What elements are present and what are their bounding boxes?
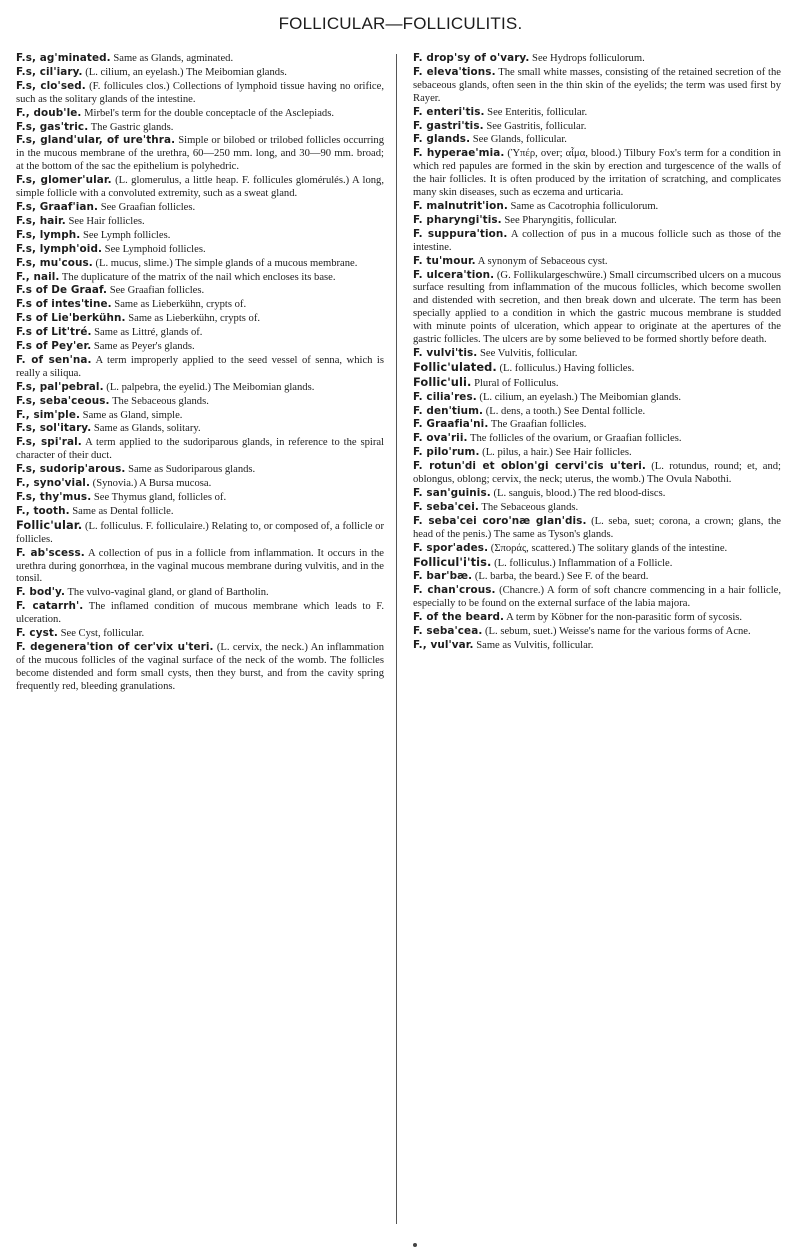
entry-definition: (L. cervix, the neck.) An inflammation of the mucous follicles of the vaginal surface of the neck of the womb. The follicles become distended and form small cysts, then they burst, and from the cavity spring frequently red, bleeding granulations. bbox=[16, 641, 384, 692]
dictionary-entry bbox=[413, 120, 781, 134]
entry-headword: F.s, mu'cous. bbox=[16, 256, 93, 269]
dictionary-entry bbox=[16, 66, 384, 80]
entry-headword: F. bod'y. bbox=[16, 586, 65, 599]
entry-headword: F. enteri'tis. bbox=[413, 105, 485, 118]
entry-headword: F.s, lymph. bbox=[16, 228, 81, 241]
dictionary-entry bbox=[413, 66, 781, 106]
entry-definition: (F. follicules clos.) Collections of lymphoid tissue having no orifice, such as the solitary glands of the intestine. bbox=[16, 80, 384, 105]
entry-headword: F., nail. bbox=[16, 270, 60, 283]
entry-definition: (L. palpebra, the eyelid.) The Meibomian glands. bbox=[103, 381, 315, 393]
entry-definition: (G. Follikulargeschwüre.) Small circumscribed ulcers on a mucous surface resulting from inflammation of the mucous follicles, which become swollen and distended with secretion, and then break down and ulcerate. The term has been specially applied to a condition in which the gastric mucous membrane is studded with minute points of ulceration, which appear to originate at the apertures of the gastric follicles. The ulcers are by some believed to be formed shortly before death. bbox=[413, 269, 781, 346]
entry-headword: F., syno'vial. bbox=[16, 477, 91, 490]
running-head: FOLLICULAR—FOLLICULITIS. bbox=[278, 14, 523, 33]
entry-headword: F. den'tium. bbox=[413, 404, 484, 417]
entry-definition: Same as Sudoriparous glands. bbox=[125, 464, 256, 476]
entry-definition: (L. sanguis, blood.) The red blood-discs. bbox=[490, 488, 666, 499]
entry-definition: Same as Glands, agminated. bbox=[110, 53, 234, 64]
dictionary-entry bbox=[413, 418, 781, 432]
right-column bbox=[413, 52, 781, 653]
entry-headword: F.s, sudorip'arous. bbox=[16, 463, 126, 476]
dictionary-entry bbox=[413, 501, 781, 515]
dictionary-entry bbox=[413, 376, 781, 391]
dictionary-entry bbox=[16, 257, 384, 271]
entry-headword: F., vul'var. bbox=[413, 638, 474, 651]
entry-headword: F. of sen'na. bbox=[16, 353, 92, 366]
dictionary-entry bbox=[413, 570, 781, 584]
entry-definition: See Glands, follicular. bbox=[470, 134, 567, 146]
dictionary-entry bbox=[16, 174, 384, 201]
dictionary-entry bbox=[16, 436, 384, 463]
column-divider bbox=[396, 54, 397, 1224]
entry-definition: Same as Littré, glands of. bbox=[91, 327, 203, 339]
entry-definition: See Lymphoid follicles. bbox=[102, 243, 206, 255]
dictionary-entry bbox=[16, 52, 384, 66]
entry-definition: A term improperly applied to the seed vessel of senna, which is really a siliqua. bbox=[16, 354, 384, 379]
entry-definition: See Graafian follicles. bbox=[98, 201, 196, 213]
entry-headword: F. degenera'tion of cer'vix u'teri. bbox=[16, 640, 214, 653]
entry-definition: See Hydrops folliculorum. bbox=[529, 53, 645, 64]
entry-headword: F. spor'ades. bbox=[413, 541, 489, 554]
dictionary-entry bbox=[413, 432, 781, 446]
entry-headword: F. glands. bbox=[413, 133, 471, 146]
dictionary-entry bbox=[16, 477, 384, 491]
entry-definition: See Enteritis, follicular. bbox=[484, 106, 588, 118]
dictionary-entry bbox=[16, 229, 384, 243]
entry-definition: The Sebaceous glands. bbox=[109, 395, 209, 407]
dictionary-entry bbox=[16, 201, 384, 215]
dictionary-entry bbox=[413, 611, 781, 625]
entry-headword: F.s, Graaf'ian. bbox=[16, 200, 99, 213]
dictionary-entry bbox=[413, 639, 781, 653]
entry-definition: The Graafian follicles. bbox=[488, 419, 587, 431]
entry-definition: See Hair follicles. bbox=[65, 215, 145, 227]
entry-headword: F. suppura'tion. bbox=[413, 227, 508, 240]
entry-definition: The duplicature of the matrix of the nail which encloses its base. bbox=[59, 271, 336, 283]
dictionary-entry bbox=[16, 243, 384, 257]
entry-headword: F. tu'mour. bbox=[413, 254, 476, 267]
dictionary-entry bbox=[16, 463, 384, 477]
entry-definition: (Chancre.) A form of soft chancre commencing in a hair follicle, especially to be found on the external surface of the labia majora. bbox=[413, 585, 781, 610]
entry-headword: F.s, hair. bbox=[16, 214, 66, 227]
entry-headword: F., sim'ple. bbox=[16, 408, 81, 421]
left-column bbox=[16, 52, 384, 694]
entry-definition: Same as Vulvitis, follicular. bbox=[473, 639, 594, 651]
entry-headword: F.s, ag'minated. bbox=[16, 52, 111, 64]
entry-headword: F.s, sol'itary. bbox=[16, 422, 92, 435]
dictionary-entry bbox=[413, 147, 781, 200]
dictionary-entry bbox=[413, 228, 781, 255]
entry-definition: A synonym of Sebaceous cyst. bbox=[475, 255, 608, 267]
entry-headword: F. seba'cei. bbox=[413, 500, 479, 513]
entry-definition: Same as Lieberkühn, crypts of. bbox=[111, 299, 247, 311]
dictionary-entry bbox=[413, 255, 781, 269]
dictionary-entry bbox=[16, 80, 384, 107]
entry-definition: The inflamed condition of mucous membrane which leads to F. ulceration. bbox=[16, 601, 384, 626]
entry-definition: (L. folliculus.) Inflammation of a Follicle. bbox=[491, 557, 673, 569]
dictionary-entry bbox=[413, 556, 781, 571]
dictionary-entry bbox=[16, 354, 384, 381]
dictionary-entry bbox=[16, 422, 384, 436]
entry-headword: F. Graafia'ni. bbox=[413, 418, 489, 431]
entry-headword: Follic'ulated. bbox=[413, 359, 497, 374]
entry-headword: F.s, gland'ular, of ure'thra. bbox=[16, 134, 176, 147]
dictionary-entry bbox=[413, 200, 781, 214]
dictionary-entry bbox=[413, 214, 781, 228]
dictionary-entry bbox=[16, 271, 384, 285]
dictionary-entry bbox=[16, 505, 384, 519]
dictionary-entry bbox=[16, 491, 384, 505]
entry-headword: F. ab'scess. bbox=[16, 546, 85, 559]
dictionary-entry bbox=[413, 460, 781, 487]
entry-definition: See Cyst, follicular. bbox=[57, 628, 145, 640]
dictionary-entry bbox=[16, 627, 384, 641]
entry-headword: F.s, lymph'oid. bbox=[16, 242, 103, 255]
dictionary-entry bbox=[16, 547, 384, 587]
entry-definition: (Σποράς, scattered.) The solitary glands of the intestine. bbox=[488, 542, 728, 554]
dictionary-entry bbox=[413, 106, 781, 120]
dictionary-entry bbox=[16, 586, 384, 600]
entry-definition: (L. barba, the beard.) See F. of the beard. bbox=[472, 571, 649, 583]
entry-headword: F.s, seba'ceous. bbox=[16, 394, 110, 407]
entry-definition: (L. folliculus. F. folliculaire.) Relating to, or composed of, a follicle or follicles. bbox=[16, 520, 384, 545]
dictionary-entry bbox=[413, 405, 781, 419]
dictionary-entry bbox=[16, 395, 384, 409]
page-mark bbox=[413, 1243, 417, 1247]
entry-headword: F. malnutrit'ion. bbox=[413, 199, 508, 212]
entry-headword: F.s, clo'sed. bbox=[16, 79, 86, 92]
entry-definition: See Gastritis, follicular. bbox=[483, 120, 587, 132]
dictionary-entry bbox=[16, 121, 384, 135]
entry-headword: F.s of Lie'berkühn. bbox=[16, 312, 126, 325]
entry-headword: F. seba'cei coro'næ glan'dis. bbox=[413, 514, 587, 527]
entry-definition: Same as Cacotrophia folliculorum. bbox=[507, 200, 659, 212]
entry-headword: F., tooth. bbox=[16, 504, 70, 517]
entry-headword: F. drop'sy of o'vary. bbox=[413, 52, 530, 64]
dictionary-entry bbox=[413, 347, 781, 361]
entry-definition: (L. cilium, an eyelash.) The Meibomian glands. bbox=[476, 391, 682, 403]
entry-definition: (L. pilus, a hair.) See Hair follicles. bbox=[479, 447, 632, 459]
entry-definition: The vulvo-vaginal gland, or gland of Bartholin. bbox=[65, 587, 269, 599]
entry-headword: Follicul'i'tis. bbox=[413, 554, 492, 569]
dictionary-entry bbox=[413, 391, 781, 405]
dictionary-entry bbox=[413, 625, 781, 639]
entry-headword: F. pharyngi'tis. bbox=[413, 213, 502, 226]
entry-headword: F. cyst. bbox=[16, 627, 58, 640]
entry-headword: Follic'uli. bbox=[413, 374, 472, 389]
entry-definition: Simple or bilobed or trilobed follicles occurring in the mucous membrane of the urethra, 60—250 mm. long, and 30—90 mm. broad; at the bottom of the sac the epithelium is polyhedric. bbox=[16, 135, 384, 173]
entry-definition: Same as Peyer's glands. bbox=[91, 341, 195, 353]
dictionary-entry bbox=[16, 298, 384, 312]
dictionary-entry bbox=[16, 381, 384, 395]
dictionary-entry bbox=[16, 134, 384, 174]
entry-definition: Same as Glands, solitary. bbox=[91, 423, 201, 435]
entry-definition: (L. rotundus, round; et, and; oblongus, oblong; cervix, the neck; uterus, the womb.) The Ovula Nabothi. bbox=[413, 461, 781, 486]
entry-headword: F. bar'bæ. bbox=[413, 570, 473, 583]
entry-definition: A term by Köbner for the non-parasitic form of sycosis. bbox=[504, 612, 743, 624]
dictionary-entry bbox=[413, 542, 781, 556]
entry-definition: Same as Gland, simple. bbox=[80, 409, 183, 421]
entry-headword: F.s, gas'tric. bbox=[16, 120, 89, 133]
dictionary-entry bbox=[413, 446, 781, 460]
entry-headword: F. cilia'res. bbox=[413, 390, 477, 403]
entry-headword: F.s of Pey'er. bbox=[16, 340, 92, 353]
entry-headword: F. san'guinis. bbox=[413, 487, 491, 499]
entry-definition: The follicles of the ovarium, or Graafian follicles. bbox=[467, 433, 682, 445]
dictionary-entry bbox=[413, 361, 781, 376]
entry-headword: F.s, cil'iary. bbox=[16, 65, 83, 78]
dictionary-entry bbox=[16, 107, 384, 121]
entry-headword: F.s of intes'tine. bbox=[16, 298, 112, 311]
dictionary-entry bbox=[413, 52, 781, 66]
dictionary-entry bbox=[413, 269, 781, 347]
dictionary-entry bbox=[16, 215, 384, 229]
entry-definition: (Ὑπέρ, over; αἷμα, blood.) Tilbury Fox's term for a condition in which red papules are formed in the skin by erection and turgescence of the walls of the hair follicles. It is often produced by the irritation of scratching, and complicates many skin diseases, such as eczema and urticaria. bbox=[413, 148, 781, 199]
entry-definition: See Graafian follicles. bbox=[107, 285, 205, 297]
entry-headword: F. gastri'tis. bbox=[413, 119, 484, 132]
entry-headword: F.s, thy'mus. bbox=[16, 491, 92, 503]
entry-definition: Mirbel's term for the double conceptacle of the Asclepiads. bbox=[81, 107, 334, 119]
entry-definition: The Sebaceous glands. bbox=[478, 501, 579, 513]
entry-definition: (L. mucus, slime.) The simple glands of a mucous membrane. bbox=[92, 257, 358, 269]
entry-definition: Plural of Folliculus. bbox=[471, 377, 559, 389]
entry-headword: F. hyperae'mia. bbox=[413, 147, 505, 160]
entry-definition: (L. seba, suet; corona, a crown; glans, the head of the penis.) The same as Tyson's glands. bbox=[413, 515, 781, 540]
entry-definition: (L. dens, a tooth.) See Dental follicle. bbox=[483, 405, 646, 417]
entry-definition: Same as Lieberkühn, crypts of. bbox=[125, 313, 261, 325]
entry-definition: A collection of pus in a mucous follicle such as those of the intestine. bbox=[413, 228, 781, 253]
entry-headword: F. chan'crous. bbox=[413, 584, 496, 597]
dictionary-entry bbox=[16, 641, 384, 694]
entry-definition: (L. sebum, suet.) Weisse's name for the various forms of Acne. bbox=[482, 626, 751, 638]
dictionary-entry bbox=[16, 326, 384, 340]
entry-headword: F. vulvi'tis. bbox=[413, 346, 478, 359]
entry-headword: F. eleva'tions. bbox=[413, 65, 496, 78]
entry-headword: F. ova'rii. bbox=[413, 432, 468, 445]
dictionary-entry bbox=[413, 515, 781, 542]
entry-definition: The Gastric glands. bbox=[88, 121, 174, 133]
entry-headword: F.s, glomer'ular. bbox=[16, 174, 112, 187]
entry-definition: (Synovia.) A Bursa mucosa. bbox=[90, 478, 212, 490]
dictionary-entry bbox=[16, 600, 384, 627]
dictionary-entry bbox=[16, 312, 384, 326]
entry-definition: See Pharyngitis, follicular. bbox=[501, 214, 617, 226]
dictionary-entry bbox=[16, 519, 384, 547]
entry-definition: (L. cilium, an eyelash.) The Meibomian glands. bbox=[82, 66, 287, 78]
entry-definition: A collection of pus in a follicle from inflammation. It occurs in the urethra during gonorrhœa, in the vaginal mucous membrane during vulvitis, and in the tonsil. bbox=[16, 547, 384, 585]
dictionary-entry bbox=[16, 284, 384, 298]
entry-headword: F., doub'le. bbox=[16, 106, 82, 119]
entry-headword: F.s, pal'pebral. bbox=[16, 380, 104, 393]
dictionary-entry bbox=[413, 487, 781, 501]
entry-headword: F. pilo'rum. bbox=[413, 446, 480, 459]
entry-definition: (L. folliculus.) Having follicles. bbox=[496, 362, 635, 374]
entry-headword: F. ulcera'tion. bbox=[413, 268, 495, 281]
entry-headword: F.s of Lit'tré. bbox=[16, 326, 92, 339]
entry-definition: The small white masses, consisting of the retained secretion of the sebaceous glands, often seen in the thin skin of the eyelids; the term was used first by Rayer. bbox=[413, 66, 781, 104]
entry-definition: See Lymph follicles. bbox=[80, 229, 171, 241]
dictionary-entry bbox=[413, 133, 781, 147]
entry-headword: F. catarrh'. bbox=[16, 600, 84, 613]
entry-definition: See Vulvitis, follicular. bbox=[477, 347, 578, 359]
dictionary-entry bbox=[16, 340, 384, 354]
entry-headword: F.s of De Graaf. bbox=[16, 284, 108, 297]
entry-definition: Same as Dental follicle. bbox=[69, 505, 174, 517]
entry-definition: (L. glomerulus, a little heap. F. follicules glomérulés.) A long, simple follicle with a convoluted extremity, such as a sweat gland. bbox=[16, 175, 385, 200]
entry-headword: Follic'ular. bbox=[16, 517, 83, 532]
entry-headword: F. of the beard. bbox=[413, 611, 505, 624]
entry-headword: F.s, spi'ral. bbox=[16, 436, 82, 449]
dictionary-entry bbox=[413, 584, 781, 611]
entry-definition: See Thymus gland, follicles of. bbox=[91, 492, 227, 503]
entry-headword: F. seba'cea. bbox=[413, 625, 483, 638]
entry-headword: F. rotun'di et oblon'gi cervi'cis u'teri. bbox=[413, 460, 646, 473]
dictionary-entry bbox=[16, 409, 384, 423]
entry-definition: A term applied to the sudoriparous glands, in reference to the spiral character of their duct. bbox=[16, 437, 384, 462]
